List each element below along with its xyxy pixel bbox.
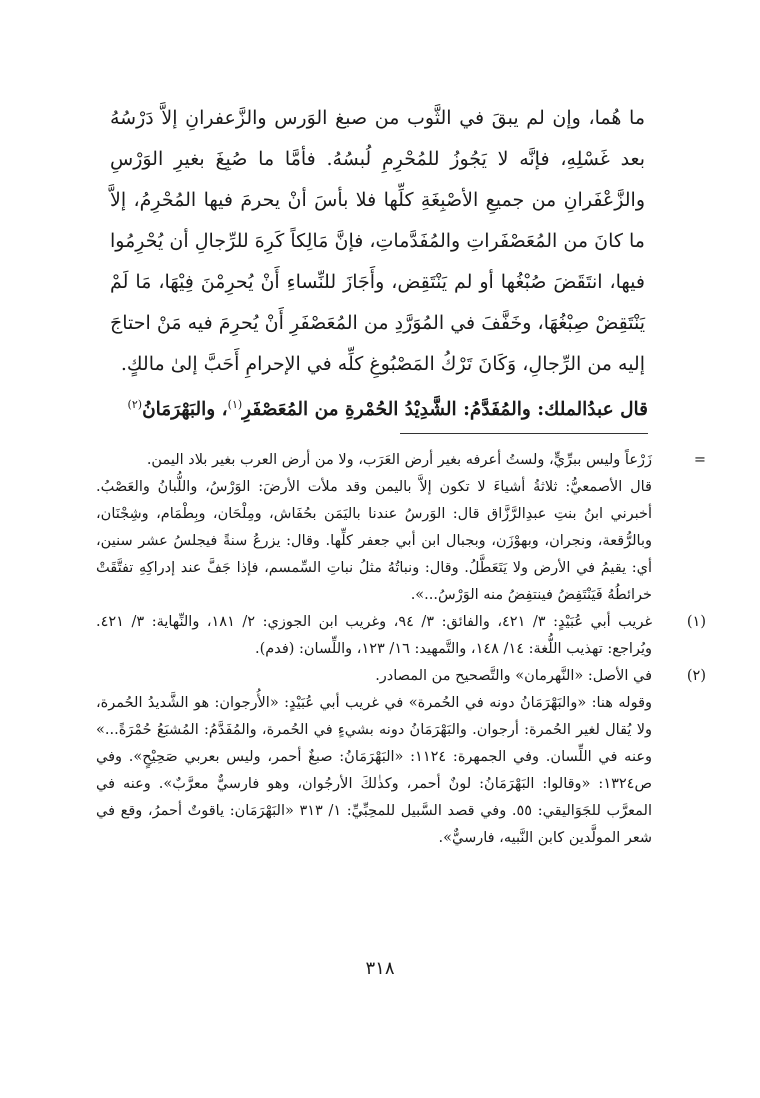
footnote-separator <box>400 433 648 434</box>
footnotes <box>96 447 706 852</box>
footnote-continuation <box>96 447 706 609</box>
footnote-1 <box>96 609 706 663</box>
footnote-paragraph: وقوله هنا: «والبَهْرَمَانُ دونه في الحُمرة» في غريب أبي عُبَيْدٍ: «الأُرجوان: هو الشَّديدُ الحُمرة، ولا يُقال لغير الحُمرة: أرجوان. والبَهْرَمَانُ دونه بشيءٍ في الحُمرة، والمُفَدَّمُ: المُشبَعُ حُمْرَةً...» وعنه في اللِّسان. وفي الجمهرة: ١١٢٤: «البَهْرَمَانُ: صبغٌ أحمر، وليس بعربي صَحِيْحٍ». وفي ص١٣٢٤: «وقالوا: البَهْرَمَانُ: لونٌ أحمر، وكذٰلكَ الأرجُوان، وهو فارسيٌّ معرَّبٌ». وعنه في المعرَّب للجَوَاليقي: ٥٥. وفي قصد السَّبيل للمحِبِّيِّ: ١/ ٣١٣ «البَهْرَمَان: ياقوتٌ أحمرُ، وقع في شعر المولَّدين كابن النَّبيه، فارسيٌّ». <box>96 695 652 846</box>
footnote-ref-1[interactable]: (١) <box>227 398 243 411</box>
main-body-text: ما هُما، وإن لم يبقَ في الثَّوب من صبغ الوَرس والزَّعفرانِ إلاَّ دَرْسُهُ بعد غَسْلِهِ، فإنَّه لا يَجُوزُ للمُحْرِمِ لُبسُهُ. فأمَّا ما صُبِغَ بغيرِ الوَرْسِ والزَّعْفَرانِ من جميعِ الأصْبِغَةِ كلِّها فلا بأسَ أنْ يحرمَ فيها المُحْرِمُ، إلاَّ ما كانَ من المُعَصْفَراتِ والمُفَدَّماتِ، فإنَّ مَالِكاً كَرِهَ للرِّجالِ أن يُحْرِمُوا فيها، انتَقَضَ صُبْغُها أو لم يَنْتَقِض، وأَجَازَ للنِّساءِ أَنْ يُحرِمْنَ فِيْهَا، مَا لَمْ يَنْتَقِضْ صِبْغُهَا، وخَفَّفَ في المُوَرَّدِ من المُعَصْفَرِ أَنْ يُحرِمَ فيه مَنْ احتاجَ إليه من الرِّجالِ، وَكَانَ تَرْكُ المَصْبُوغِ كلِّه في الإحرامِ أَحَبَّ إلىٰ مالكٍ. <box>110 107 645 375</box>
footnote-paragraph: غريب أبي عُبَيْدٍ: ٣/ ٤٢١، والفائق: ٣/ ٩٤، وغريب ابن الجوزي: ٢/ ١٨١، والنِّهاية: ٣/ ٤٢١. ويُراجع: تهذيب اللُّغة: ١٤/ ١٤٨، والتَّمهيد: ١٦/ ١٢٣، واللِّسان: (فدم). <box>96 614 653 657</box>
footnote-number: (١) <box>686 614 706 630</box>
footnote-number: (٢) <box>686 668 706 684</box>
heading-speaker: قال عبدُالملك <box>544 399 648 421</box>
footnote-paragraph: قال الأصمعيُّ: ثلاثةُ أشياءَ لا تكون إلاَّ باليمن وقد ملأت الأرضَ: الوَرْسُ، واللُّبانُ والعَصْبُ. أخبرني ابنُ بنتِ عبدِالرَّزَّاق قال: الوَرسُ عندنا باليَمَن بحُفَاش، ومِلْحَان، وبِطْمَام، وشِجْنَان، وبالرُّقعة، ونجران، وبهوْزَن، وبجبال ابن أبي جعفر كلِّها. وقال: يزرعُ سنةً فيجلسُ عشر سنين، أي: يقيمُ في الأرض ولا يَتَعَطَّلُ. وقال: ونباتُهُ مثلُ نباتِ السِّمسم، فإذا جَفَّ عند إدراكِهِ تفتَّقَتْ خرائطُهُ فَيَنْتَفِضُ فينتفِضُ منه الوَرْسُ...». <box>96 479 652 603</box>
footnote-2 <box>96 663 706 852</box>
heading-definition: : والمُفَدَّمُ: الشَّدِيْدُ الحُمْرةِ من المُعَصْفَرِ <box>242 399 545 421</box>
footnote-body <box>96 447 652 609</box>
footnote-body <box>96 609 652 663</box>
entry-heading <box>96 389 648 426</box>
continuation-marker: = <box>693 452 706 468</box>
page-number: ٣١٨ <box>365 958 395 979</box>
footnote-paragraph: في الأصل: «النَّهرمان» والتَّصحيح من المصادر. <box>375 668 652 684</box>
footnote-body <box>96 663 652 852</box>
footnote-paragraph: زَرْعاً وليس ببرِّيٍّ، ولستُ أعرفه بغير أرض العَرَب، ولا من أرض العرب بغير بلاد اليمن. <box>146 452 652 468</box>
heading-continuation: ، والبَهْرَمَانُ <box>142 399 228 421</box>
footnote-ref-2[interactable]: (٢) <box>127 398 143 411</box>
